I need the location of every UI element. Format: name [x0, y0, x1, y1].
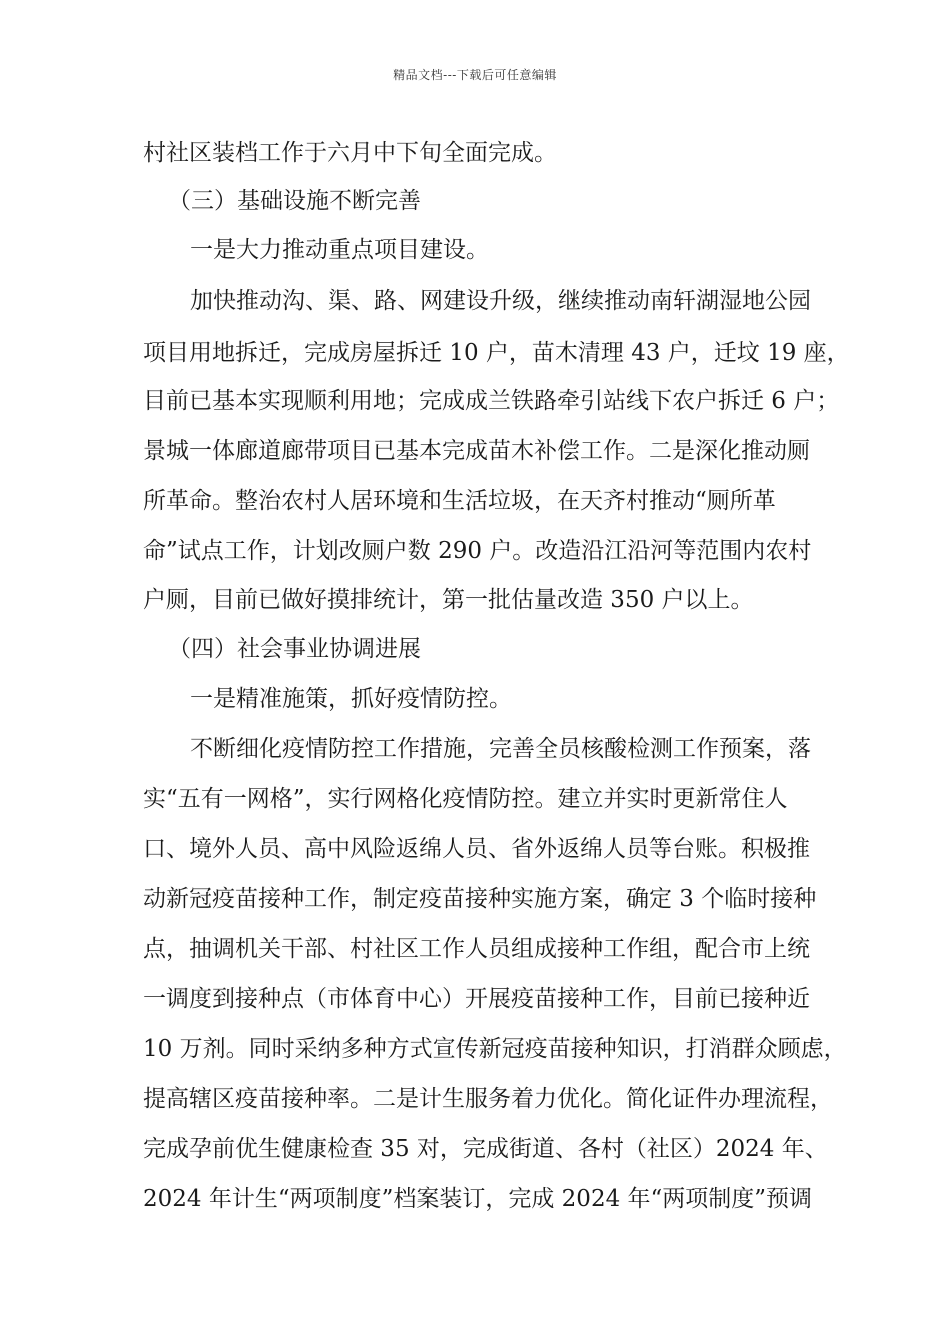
- body-line-17: 点，抽调机关干部、村社区工作人员组成接种工作组，配合市上统: [143, 936, 810, 962]
- body-line-14: 实“五有一网格”，实行网格化疫情防控。建立并实时更新常住人: [143, 786, 788, 812]
- body-line-12: 一是精准施策，抓好疫情防控。: [190, 686, 512, 712]
- body-line-21: 完成孕前优生健康检查 35 对，完成街道、各村（社区）2024 年、: [143, 1136, 828, 1162]
- body-line-22: 2024 年计生“两项制度”档案装订，完成 2024 年“两项制度”预调: [143, 1186, 813, 1212]
- body-line-3: 一是大力推动重点项目建设。: [190, 237, 489, 263]
- body-line-20: 提高辖区疫苗接种率。二是计生服务着力优化。简化证件办理流程，: [143, 1086, 833, 1112]
- body-line-7: 景城一体廊道廊带项目已基本完成苗木补偿工作。二是深化推动厕: [143, 438, 810, 464]
- section-heading-3: （三）基础设施不断完善: [168, 188, 421, 214]
- body-line-19: 10 万剂。同时采纳多种方式宣传新冠疫苗接种知识，打消群众顾虑，: [143, 1036, 847, 1062]
- body-line-16: 动新冠疫苗接种工作，制定疫苗接种实施方案，确定 3 个临时接种: [143, 886, 817, 912]
- body-line-18: 一调度到接种点（市体育中心）开展疫苗接种工作，目前已接种近: [143, 986, 810, 1012]
- body-line-9: 命”试点工作，计划改厕户数 290 户。改造沿江沿河等范围内农村: [143, 538, 812, 564]
- body-line-13: 不断细化疫情防控工作措施，完善全员核酸检测工作预案，落: [190, 736, 811, 762]
- body-line-6: 目前已基本实现顺利用地；完成成兰铁路牵引站线下农户拆迁 6 户；: [143, 388, 840, 414]
- body-line-4: 加快推动沟、渠、路、网建设升级，继续推动南轩湖湿地公园: [190, 288, 811, 314]
- section-heading-4: （四）社会事业协调进展: [168, 636, 421, 662]
- body-line-8: 所革命。整治农村人居环境和生活垃圾，在天齐村推动“厕所革: [143, 488, 776, 514]
- body-line-5: 项目用地拆迁，完成房屋拆迁 10 户，苗木清理 43 户，迁坟 19 座，: [143, 340, 850, 366]
- body-line-10: 户厕，目前已做好摸排统计，第一批估量改造 350 户以上。: [143, 587, 754, 613]
- body-line-15: 口、境外人员、高中风险返绵人员、省外返绵人员等台账。积极推: [143, 836, 810, 862]
- page-header: 精品文档---下载后可任意编辑: [393, 68, 557, 82]
- body-line-1: 村社区装档工作于六月中下旬全面完成。: [143, 140, 557, 166]
